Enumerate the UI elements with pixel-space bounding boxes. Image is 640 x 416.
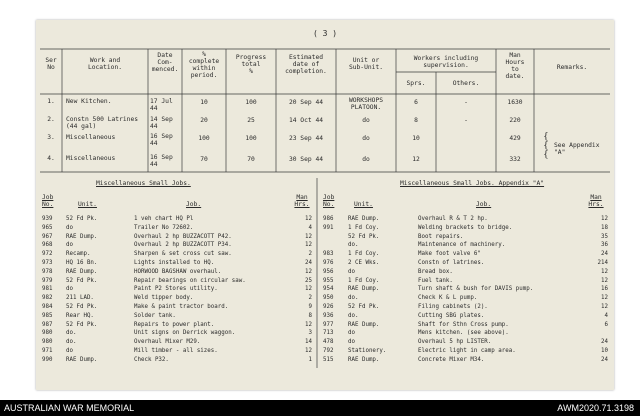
row-est: 20 Sep 44 — [288, 99, 324, 106]
row-work: Miscellaneous — [66, 155, 116, 162]
header-estimated: Estimated date of completion. — [285, 54, 327, 75]
job-number: 939 — [42, 216, 53, 222]
job-unit: do — [348, 339, 355, 346]
right-col-hrs: Man Hrs. — [588, 194, 604, 208]
job-description: Solder tank. — [134, 312, 176, 319]
job-man-hours: 36 — [601, 242, 608, 249]
job-number: 965 — [42, 224, 53, 231]
row-others: - — [464, 117, 468, 124]
row-work: Constn 500 Latrines (44 gal) — [66, 116, 139, 130]
job-number: 986 — [323, 216, 334, 222]
right-col-unit: Unit. — [354, 201, 373, 208]
job-unit: do. — [66, 330, 77, 337]
job-man-hours: 24 — [305, 260, 312, 266]
remarks-brace: { { { — [543, 132, 549, 160]
job-number: 968 — [42, 242, 53, 249]
job-description: Repairs to power plant. — [134, 321, 215, 328]
job-description: Lights installed to HQ. — [134, 260, 215, 266]
row-unit: do — [362, 135, 370, 142]
job-man-hours: 35 — [601, 233, 608, 240]
job-unit: 52 Fd Pk. — [66, 321, 98, 328]
job-number: 956 — [323, 268, 334, 275]
job-unit: do — [66, 242, 73, 249]
job-number: 980 — [42, 330, 53, 337]
job-unit: do. — [66, 339, 77, 346]
job-unit: RAE Dump. — [348, 216, 380, 222]
left-col-job: Job. — [186, 201, 202, 208]
job-unit: 52 Fd Pk. — [348, 304, 380, 310]
job-description: Unit signs on Derrick waggon. — [134, 330, 236, 337]
row-ser: 2. — [47, 116, 55, 123]
left-col-unit: Unit. — [78, 201, 97, 208]
job-man-hours: 6 — [604, 321, 608, 328]
row-others: - — [464, 99, 468, 106]
header-unit: Unit or Sub-Unit. — [348, 57, 384, 71]
job-man-hours: 12 — [601, 277, 608, 284]
job-man-hours: 12 — [305, 321, 312, 328]
job-description: Concrete Mixer M34. — [418, 356, 485, 363]
header-date: Date Com- menced. — [151, 52, 179, 73]
row-progress: 70 — [247, 156, 255, 163]
remarks-note: See Appendix "A" — [554, 142, 600, 156]
job-number: 985 — [42, 312, 53, 319]
job-description: Constn of latrines. — [418, 260, 485, 266]
job-man-hours: 10 — [601, 348, 608, 354]
job-description: Check K & L pump. — [418, 295, 478, 302]
job-unit: 52 Fd Pk. — [66, 304, 98, 310]
job-unit: do — [348, 268, 355, 275]
job-man-hours: 1 — [308, 356, 312, 363]
job-man-hours: 12 — [601, 268, 608, 275]
row-ser: 3. — [47, 134, 55, 141]
job-description: Filing cabinets (2). — [418, 304, 488, 310]
row-hours: 1630 — [507, 99, 523, 106]
job-unit: 52 Fd Pk. — [348, 233, 380, 240]
job-description: Maintenance of machinery. — [418, 242, 506, 249]
row-progress: 25 — [247, 117, 255, 124]
job-unit: RAE Dump. — [66, 356, 98, 363]
row-sprs: 6 — [414, 99, 418, 106]
job-description: Turn shaft & bush for DAVIS pump. — [418, 286, 534, 293]
job-number: 977 — [323, 321, 334, 328]
job-unit: 1 Fd Coy. — [348, 224, 380, 231]
job-number: 955 — [323, 277, 334, 284]
job-description: Shaft for Sthn Cross pump. — [418, 321, 509, 328]
job-number: 478 — [323, 339, 334, 346]
row-work: New Kitchen. — [66, 98, 112, 105]
job-unit: 211 LAD. — [66, 295, 94, 302]
row-complete: 100 — [198, 135, 210, 142]
header-work: Work and Location. — [87, 57, 123, 71]
job-number: 926 — [323, 304, 334, 310]
job-description: HORWOOD BAGSHAW overhaul. — [134, 268, 222, 275]
job-description: Cutting SBG plates. — [418, 312, 485, 319]
job-man-hours: 25 — [305, 277, 312, 284]
job-man-hours: 12 — [305, 286, 312, 293]
job-description: Mill timber - all sizes. — [134, 348, 218, 354]
job-man-hours: 2 — [308, 251, 312, 258]
row-complete: 10 — [200, 99, 208, 106]
job-man-hours: 4 — [604, 312, 608, 319]
job-man-hours: 2 — [308, 295, 312, 302]
job-man-hours: 3 — [308, 330, 312, 337]
job-number: 983 — [323, 251, 334, 258]
row-date: 17 Jul 44 — [150, 98, 173, 112]
row-complete: 70 — [200, 156, 208, 163]
job-description: Repair bearings on circular saw. — [134, 277, 246, 284]
job-unit: HQ 16 Bn. — [66, 260, 98, 266]
job-man-hours: 9 — [308, 304, 312, 310]
job-description: Overhaul 5 hp LISTER. — [418, 339, 492, 346]
row-sprs: 10 — [412, 135, 420, 142]
job-unit: RAE Dump. — [348, 286, 380, 293]
row-progress: 100 — [245, 99, 257, 106]
job-number: 976 — [323, 260, 334, 266]
document-page — [36, 20, 614, 390]
job-unit: RAE Dump. — [66, 233, 98, 240]
small-jobs-right-title: Miscellaneous Small Jobs. Appendix "A" — [400, 180, 545, 187]
job-unit: 1 Fd Coy. — [348, 251, 380, 258]
row-unit: do — [362, 156, 370, 163]
job-man-hours: 12 — [601, 304, 608, 310]
job-description: Trailer No 72602. — [134, 224, 194, 231]
right-col-job: Job. — [476, 201, 492, 208]
job-unit: do — [348, 330, 355, 337]
job-number: 950 — [323, 295, 334, 302]
job-man-hours: 12 — [601, 295, 608, 302]
job-man-hours: 12 — [305, 242, 312, 249]
job-number: 713 — [323, 330, 334, 337]
job-number: 973 — [42, 260, 53, 266]
job-man-hours: 18 — [601, 224, 608, 231]
left-col-hrs: Man Hrs. — [294, 194, 310, 208]
header-complete: % complete within period. — [188, 51, 220, 79]
job-unit: do. — [348, 242, 359, 249]
job-number: 984 — [42, 304, 53, 310]
row-est: 30 Sep 44 — [288, 156, 324, 163]
row-unit: do — [362, 117, 370, 124]
job-unit: do — [66, 224, 73, 231]
footer-reference: AWM2020.71.3198 — [557, 403, 634, 413]
job-number: 936 — [323, 312, 334, 319]
job-unit: Recamp. — [66, 251, 91, 258]
job-number: 792 — [323, 348, 334, 354]
job-unit: 52 Fd Pk. — [66, 216, 98, 222]
job-number: 980 — [42, 339, 53, 346]
job-number: 971 — [42, 348, 53, 354]
row-hours: 429 — [509, 135, 521, 142]
job-number: 979 — [42, 277, 53, 284]
header-workers: Workers including supervision. — [413, 55, 479, 69]
job-number: 987 — [42, 321, 53, 328]
row-progress: 100 — [245, 135, 257, 142]
job-man-hours: 12 — [305, 216, 312, 222]
row-unit: WORKSHOPS PLATOON. — [348, 97, 384, 111]
header-others: Others. — [452, 80, 480, 87]
job-description: Paint P2 Stores utility. — [134, 286, 218, 293]
job-man-hours: 12 — [305, 268, 312, 275]
job-unit: Rear HQ. — [66, 312, 94, 319]
row-sprs: 12 — [412, 156, 420, 163]
job-number: 990 — [42, 356, 53, 363]
job-unit: RAE Dump. — [66, 268, 98, 275]
job-number: 981 — [42, 286, 53, 293]
job-description: Make & paint tractor board. — [134, 304, 229, 310]
job-description: Overhaul Mixer M29. — [134, 339, 201, 346]
job-unit: do. — [348, 312, 359, 319]
job-description: Overhaul 2 hp BUZZACOTT P34. — [134, 242, 232, 249]
job-unit: Stationery. — [348, 348, 387, 354]
right-col-job-no: Job No. — [323, 194, 335, 208]
job-unit: 52 Fd Pk. — [66, 277, 98, 284]
job-man-hours: 12 — [305, 348, 312, 354]
archive-footer — [0, 400, 640, 416]
row-hours: 332 — [509, 156, 521, 163]
row-est: 14 Oct 44 — [288, 117, 324, 124]
row-hours: 220 — [509, 117, 521, 124]
header-manhours: Man Hours to date. — [505, 52, 525, 80]
job-description: Check P32. — [134, 356, 169, 363]
small-jobs-left-title: Miscellaneous Small Jobs. — [96, 180, 191, 187]
row-date: 16 Sep 44 — [150, 133, 173, 147]
job-unit: do. — [348, 295, 359, 302]
job-number: 967 — [42, 233, 53, 240]
job-description: Overhaul R & T 2 hp. — [418, 216, 488, 222]
job-description: 1 veh chart HQ Pl — [134, 216, 194, 222]
row-date: 16 Sep 44 — [150, 154, 173, 168]
job-man-hours: 8 — [308, 312, 312, 319]
header-sprs: Sprs. — [406, 80, 426, 87]
job-number: 515 — [323, 356, 334, 363]
row-est: 23 Sep 44 — [288, 135, 324, 142]
job-number: 982 — [42, 295, 53, 302]
job-man-hours: 24 — [601, 356, 608, 363]
job-description: Boot repairs. — [418, 233, 464, 240]
row-ser: 4. — [47, 155, 55, 162]
row-date: 14 Sep 44 — [150, 116, 173, 130]
job-man-hours: 4 — [308, 224, 312, 231]
header-progress: Progress total % — [235, 54, 267, 75]
job-description: Make foot valve 6" — [418, 251, 481, 258]
job-man-hours: 24 — [601, 251, 608, 258]
job-description: Fuel tank. — [418, 277, 453, 284]
job-man-hours: 12 — [305, 233, 312, 240]
job-man-hours: 16 — [601, 286, 608, 293]
job-unit: do — [66, 286, 73, 293]
job-unit: RAE Dump. — [348, 356, 380, 363]
job-man-hours: 14 — [305, 339, 312, 346]
job-unit: RAE Dump. — [348, 321, 380, 328]
job-number: 978 — [42, 268, 53, 275]
job-unit: 2 CE Wks. — [348, 260, 380, 266]
job-description: Weld tipper body. — [134, 295, 194, 302]
header-remarks: Remarks. — [556, 64, 588, 71]
row-sprs: 8 — [414, 117, 418, 124]
job-description: Overhaul 2 hp BUZZACOTT P42. — [134, 233, 232, 240]
job-description: Electric light in camp area. — [418, 348, 516, 354]
job-description: Mens kitchen. (see above). — [418, 330, 509, 337]
job-number: 954 — [323, 286, 334, 293]
job-man-hours: 24 — [601, 339, 608, 346]
page-number: ( 3 ) — [312, 29, 338, 38]
row-ser: 1. — [47, 98, 55, 105]
row-complete: 20 — [200, 117, 208, 124]
job-man-hours: 214 — [597, 260, 608, 266]
row-work: Miscellaneous — [66, 134, 116, 141]
job-unit: do — [66, 348, 73, 354]
job-unit: 1 Fd Coy. — [348, 277, 380, 284]
header-ser: Ser No — [45, 57, 57, 71]
job-description: Bread box. — [418, 268, 453, 275]
job-number: 991 — [323, 224, 334, 231]
left-col-job-no: Job No. — [42, 194, 54, 208]
footer-institution: AUSTRALIAN WAR MEMORIAL — [4, 403, 135, 413]
job-description: Sharpen & set cross cut saw. — [134, 251, 232, 258]
job-description: Welding brackets to bridge. — [418, 224, 513, 231]
job-number: 972 — [42, 251, 53, 258]
job-man-hours: 12 — [601, 216, 608, 222]
